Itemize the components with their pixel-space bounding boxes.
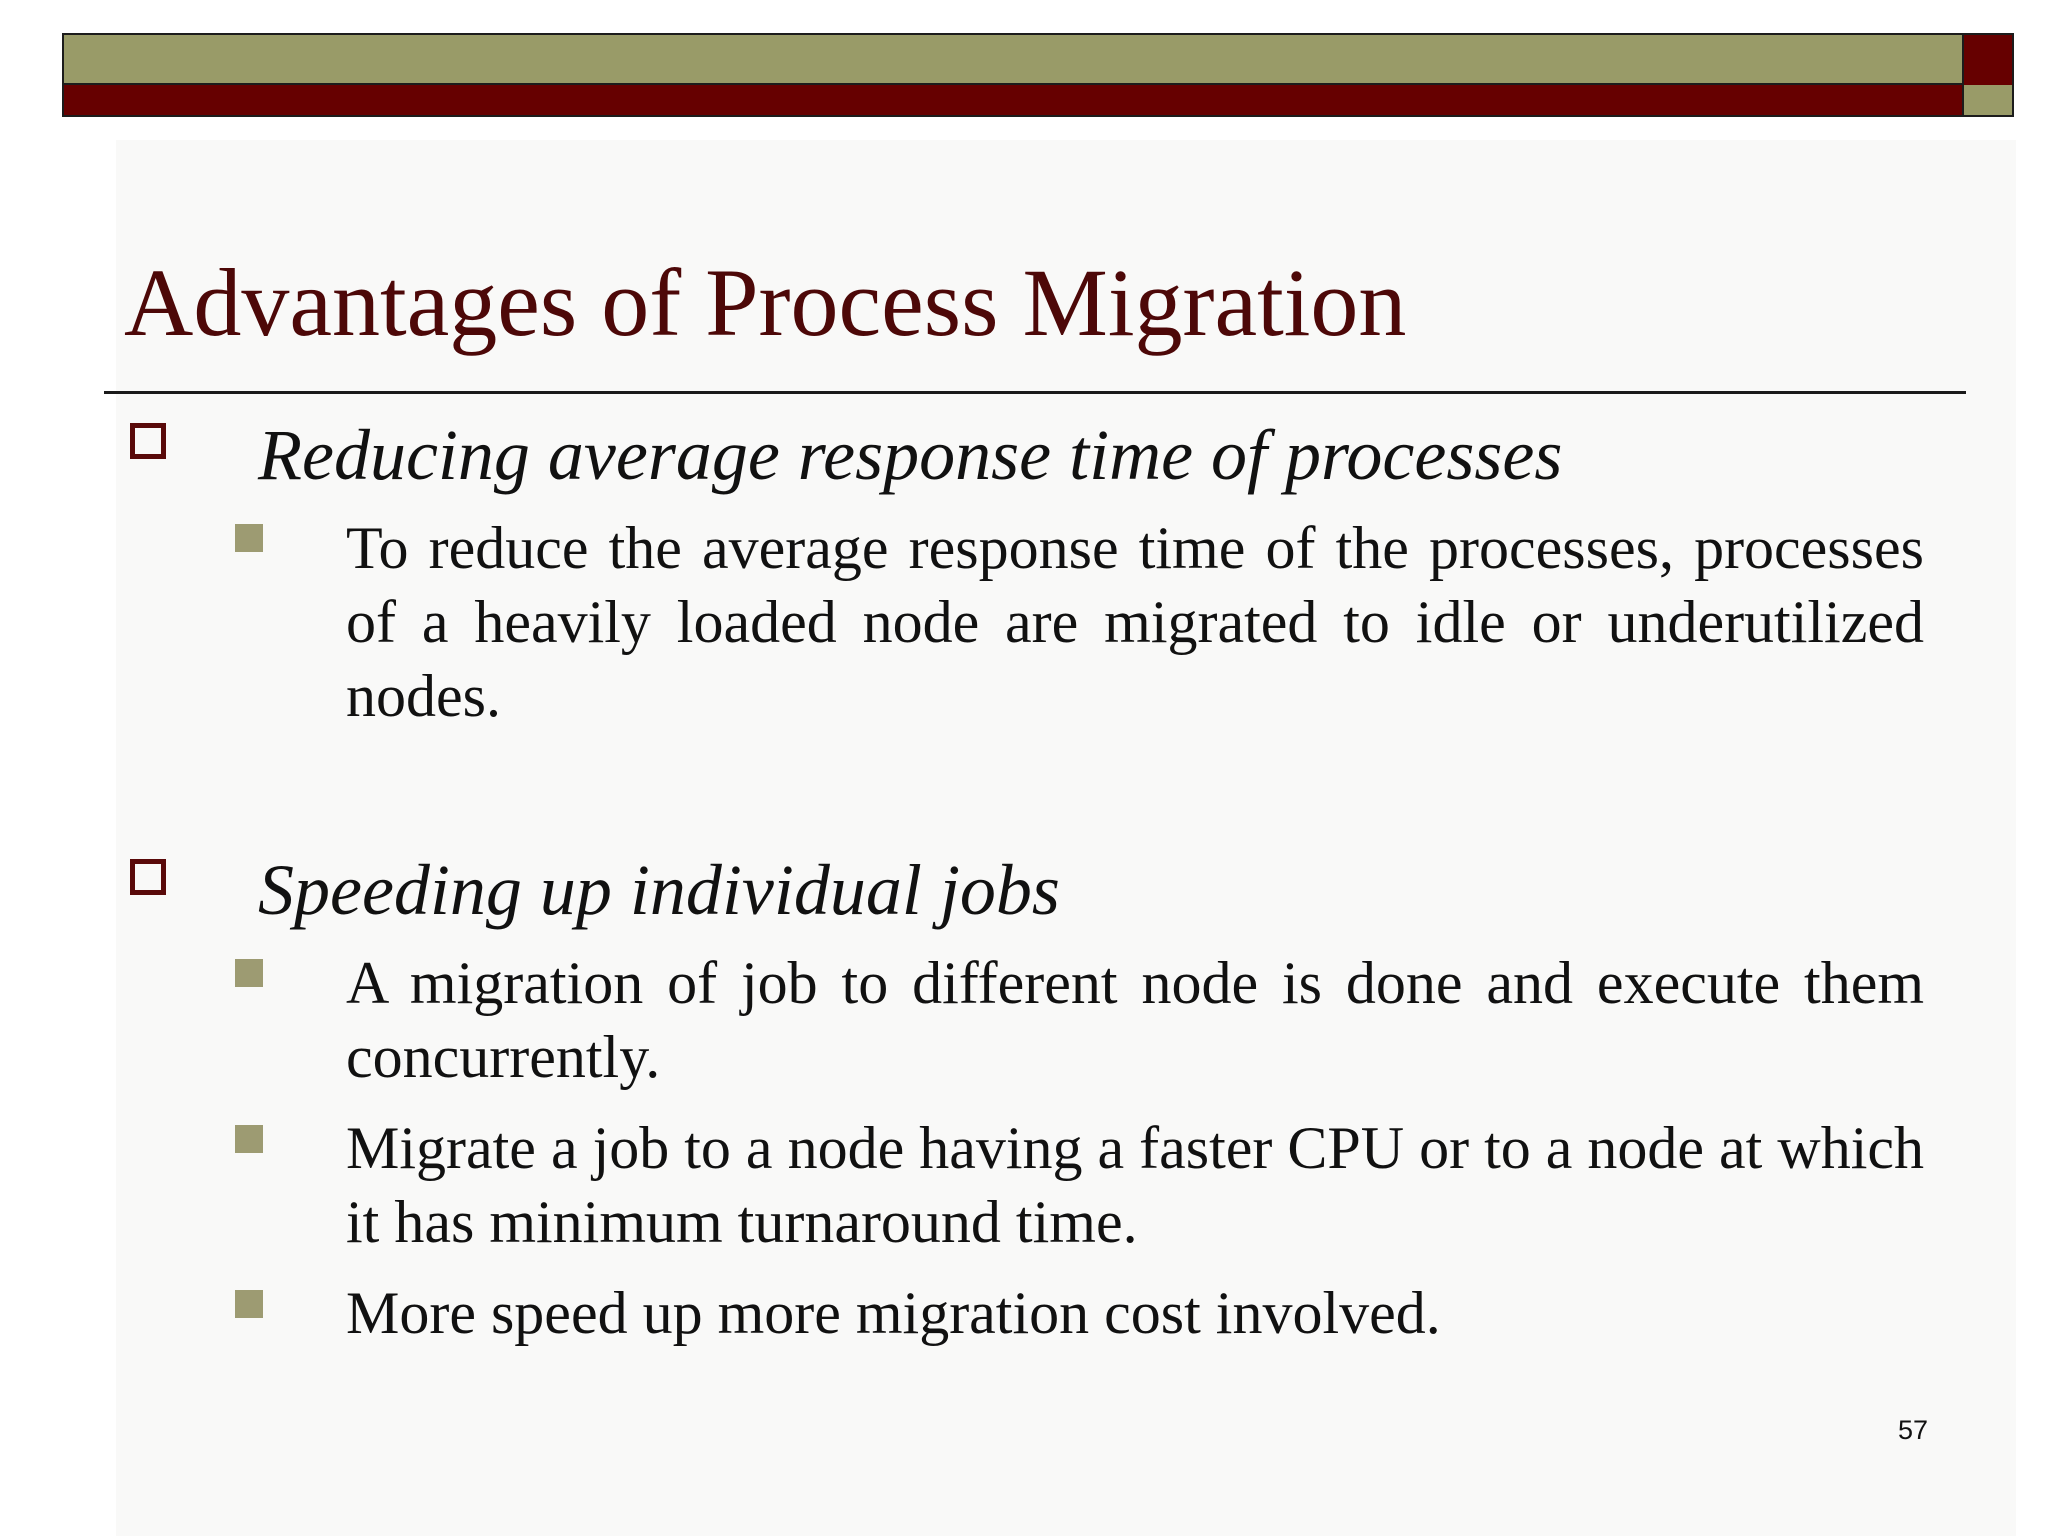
hollow-square-bullet-icon	[130, 423, 166, 459]
hollow-square-bullet-icon	[130, 859, 166, 895]
filled-square-bullet-icon	[235, 524, 263, 552]
title-underline	[104, 391, 1966, 394]
slide-title: Advantages of Process Migration	[124, 249, 1407, 356]
bullet-point: A migration of job to different node is done and execute them concurrently.	[346, 950, 1924, 1090]
header-bar-olive	[62, 33, 1964, 85]
header-bar-maroon	[62, 85, 1964, 117]
page-number: 57	[1897, 1415, 1928, 1445]
filled-square-bullet-icon	[235, 1290, 263, 1318]
bullet-point: To reduce the average response time of the processes, processes of a heavily loaded node are migrated to idle or underutilized nodes.	[346, 515, 1924, 729]
section-heading: Reducing average response time of processes	[258, 415, 1563, 495]
bullet-point: More speed up more migration cost involved.	[346, 1280, 1441, 1346]
filled-square-bullet-icon	[235, 959, 263, 987]
header-corner-maroon	[1962, 33, 2014, 87]
filled-square-bullet-icon	[235, 1125, 263, 1153]
bullet-point: Migrate a job to a node having a faster CPU or to a node at which it has minimum turnaround time.	[346, 1115, 1924, 1255]
header-corner-olive	[1962, 85, 2014, 117]
section-heading: Speeding up individual jobs	[258, 850, 1060, 930]
